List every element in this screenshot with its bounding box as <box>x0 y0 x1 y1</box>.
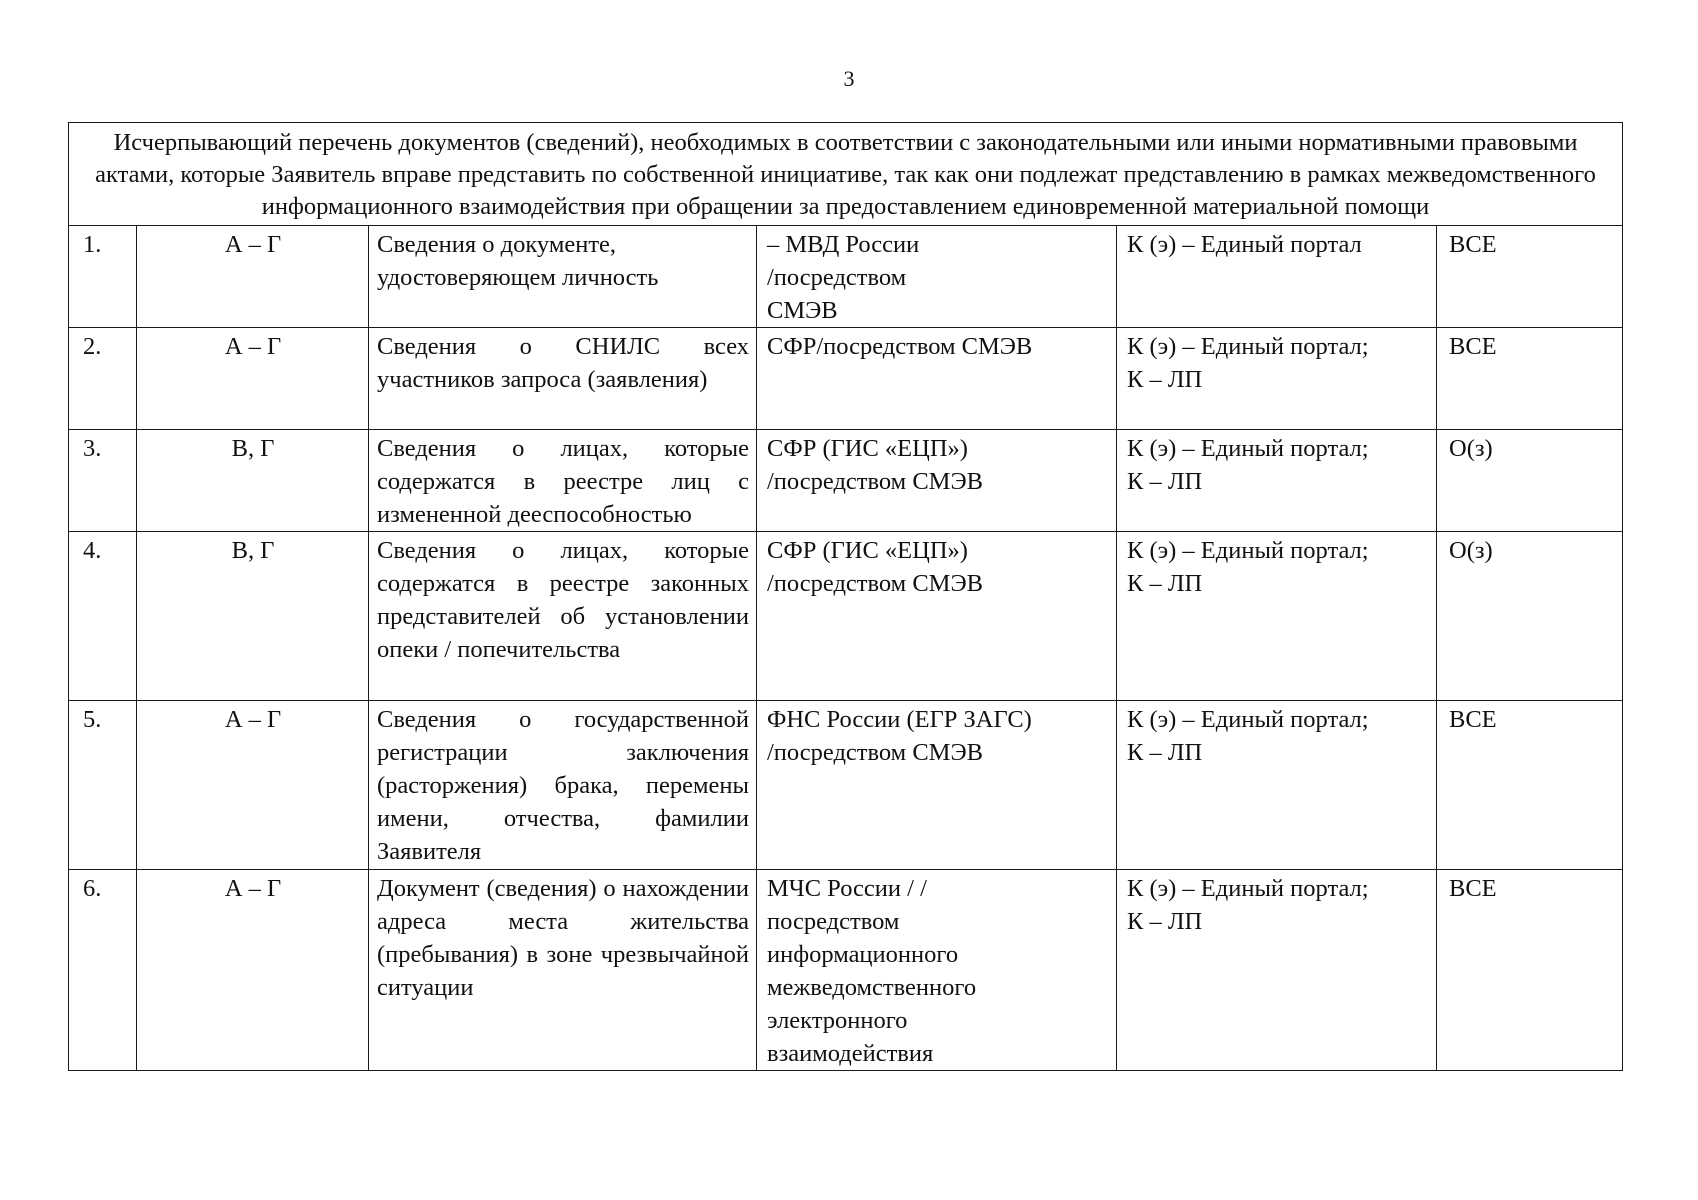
applicant-scope: ВСЕ <box>1437 328 1623 430</box>
page-number: 3 <box>843 66 855 91</box>
documents-table <box>68 122 1623 1071</box>
submission-method: К (э) – Единый портал; К – ЛП <box>1117 870 1437 1071</box>
submission-method: К (э) – Единый портал; К – ЛП <box>1117 532 1437 701</box>
applicant-category: В, Г <box>137 532 369 701</box>
applicant-category: В, Г <box>137 430 369 532</box>
document-source: СФР (ГИС «ЕЦП») /посредством СМЭВ <box>757 430 1117 532</box>
applicant-category: А – Г <box>137 328 369 430</box>
row-number: 4. <box>69 532 137 701</box>
applicant-category: А – Г <box>137 226 369 328</box>
submission-method: К (э) – Единый портал; К – ЛП <box>1117 701 1437 870</box>
applicant-scope: ВСЕ <box>1437 226 1623 328</box>
applicant-scope: О(з) <box>1437 532 1623 701</box>
submission-method: К (э) – Единый портал; К – ЛП <box>1117 430 1437 532</box>
table-header: Исчерпывающий перечень документов (сведений), необходимых в соответствии с законодательными или иными нормативными правовыми актами, которые Заявитель вправе представить по собственной инициативе, так как они подлежат представлению в рамках межведомственного информационного взаимодействия при обращении за предоставлением единовременной материальной помощи <box>69 123 1623 226</box>
document-description: Сведения о документе, удостоверяющем личность <box>369 226 757 328</box>
applicant-scope: ВСЕ <box>1437 870 1623 1071</box>
row-number: 3. <box>69 430 137 532</box>
table-row <box>69 701 1623 870</box>
document-source: СФР (ГИС «ЕЦП») /посредством СМЭВ <box>757 532 1117 701</box>
applicant-scope: ВСЕ <box>1437 701 1623 870</box>
document-description: Сведения о государственной регистрации заключения (расторжения) брака, перемены имени, отчества, фамилии Заявителя <box>369 701 757 870</box>
row-number: 5. <box>69 701 137 870</box>
applicant-scope: О(з) <box>1437 430 1623 532</box>
row-number: 1. <box>69 226 137 328</box>
document-description: Сведения о СНИЛС всех участников запроса (заявления) <box>369 328 757 430</box>
table-row <box>69 328 1623 430</box>
document-description: Сведения о лицах, которые содержатся в реестре лиц с измененной дееспособностью <box>369 430 757 532</box>
table-header-row <box>69 123 1623 226</box>
row-number: 2. <box>69 328 137 430</box>
document-description: Документ (сведения) о нахождении адреса места жительства (пребывания) в зоне чрезвычайной ситуации <box>369 870 757 1071</box>
applicant-category: А – Г <box>137 701 369 870</box>
document-source: ФНС России (ЕГР ЗАГС) /посредством СМЭВ <box>757 701 1117 870</box>
document-source: – МВД России /посредством СМЭВ <box>757 226 1117 328</box>
row-number: 6. <box>69 870 137 1071</box>
applicant-category: А – Г <box>137 870 369 1071</box>
table-row <box>69 430 1623 532</box>
submission-method: К (э) – Единый портал <box>1117 226 1437 328</box>
table-row <box>69 532 1623 701</box>
table-row <box>69 870 1623 1071</box>
submission-method: К (э) – Единый портал; К – ЛП <box>1117 328 1437 430</box>
document-source: СФР/посредством СМЭВ <box>757 328 1117 430</box>
document-description: Сведения о лицах, которые содержатся в реестре законных представителей об установлении опеки / попечительства <box>369 532 757 701</box>
table-row <box>69 226 1623 328</box>
document-source: МЧС России / / посредством информационного межведомственного электронного взаимодействия <box>757 870 1117 1071</box>
